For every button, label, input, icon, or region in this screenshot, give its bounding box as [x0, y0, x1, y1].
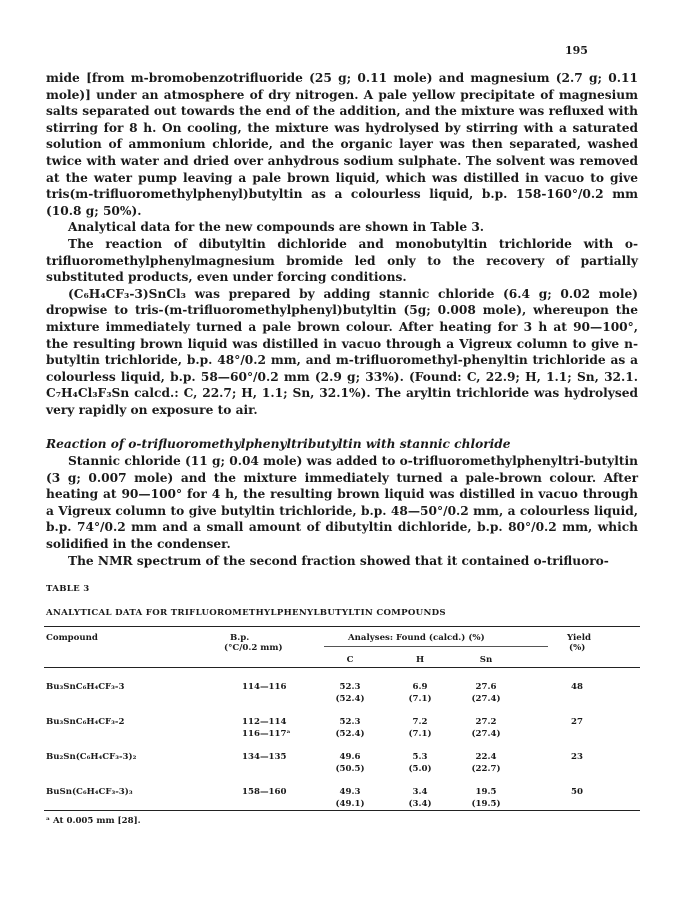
- table-row-sn: 27.6: [475, 682, 497, 692]
- table-row-yield: 23: [571, 752, 583, 762]
- table-title: ANALYTICAL DATA FOR TRIFLUOROMETHYLPHENYLBUTYLTIN COMPOUNDS: [46, 608, 446, 618]
- table-row-sn-calc: (27.4): [471, 729, 501, 739]
- table-row-c: 52.3: [339, 682, 361, 692]
- table-row-h-calc: (3.4): [408, 799, 432, 809]
- table-row-c-calc: (52.4): [335, 729, 365, 739]
- paragraph-1: mide [from m-bromobenzotrifluoride (25 g; 0.11 mole) and magnesium (2.7 g; 0.11 mole)] under an atmosphere of dry nitrogen. A pale yellow precipitate of magnesium salts separated out towards the end of the addition, and the mixture was refluxed with stirring for 8 h. On cooling, the mixture was hydrolysed by stirring with a saturated solution of ammonium chloride, and the organic layer was then separated, washed twice with water and dried over anhydrous sodium sulphate. The solvent was removed at the water pump leaving a pale brown liquid, which was distilled in vacuo to give tris(m-trifluoromethylphenyl)butyltin as a colourless liquid, b.p. 158-160°/0.2 mm (10.8 g; 50%).: [46, 71, 638, 218]
- paragraph-2: Analytical data for the new compounds are shown in Table 3.: [68, 220, 485, 235]
- header-sn: Sn: [479, 655, 493, 665]
- header-analyses: Analyses: Found (calcd.) (%): [348, 633, 485, 643]
- table-row-yield: 48: [571, 682, 583, 692]
- table-row-h-calc: (7.1): [408, 729, 432, 739]
- table-row-h: 7.2: [412, 717, 428, 727]
- table-bottom-rule: [44, 810, 640, 811]
- header-compound: Compound: [46, 633, 98, 643]
- table-row-bp: 134—135: [242, 752, 287, 762]
- table-row-sn: 19.5: [475, 787, 497, 797]
- table-top-rule: [44, 626, 640, 627]
- table-row-sn-calc: (19.5): [471, 799, 501, 809]
- header-bp: B.p.: [230, 633, 250, 643]
- table-footnote: ᵃ At 0.005 mm [28].: [46, 816, 141, 826]
- paragraph-4: (C₆H₄CF₃-3)SnCl₃ was prepared by adding stannic chloride (6.4 g; 0.02 mole) dropwise to tris-(m-trifluoromethylphenyl)butyltin (5g; 0.008 mole), whereupon the mixture immediately turned a pale brown colour. After heating for 3 h at 90—100°, the resulting brown liquid was distilled in vacuo through a Vigreux column to give n-butyltin trichloride, b.p. 48°/0.2 mm, and m-trifluoromethyl-phenyltin trichloride as a colourless liquid, b.p. 58—60°/0.2 mm (2.9 g; 33%). (Found: C, 22.9; H, 1.1; Sn, 32.1. C₇H₄Cl₃F₃Sn calcd.: C, 22.7; H, 1.1; Sn, 32.1%). The aryltin trichloride was hydrolysed very rapidly on exposure to air.: [46, 286, 638, 417]
- table-caption: TABLE 3: [46, 584, 90, 594]
- header-h: H: [415, 655, 425, 665]
- table-row-compound: Bu₃SnC₆H₄CF₃-2: [46, 717, 125, 727]
- header-yield: Yield: [567, 633, 591, 643]
- table-row-bp: 112—114: [242, 717, 287, 727]
- paragraph-6: The NMR spectrum of the second fraction showed that it contained o-trifluoro-: [68, 553, 609, 568]
- paragraph-5: Stannic chloride (11 g; 0.04 mole) was added to o-trifluoromethylphenyltri-butyltin (3 g; 0.007 mole) and the mixture immediately turned a pale-brown colour. After heating at 90—100° for 4 h, the resulting brown liquid was distilled in vacuo through a Vigreux column to give butyltin trichloride, b.p. 48—50°/0.2 mm, a colourless liquid, b.p. 74°/0.2 mm and a small amount of dibutyltin dichloride, b.p. 80°/0.2 mm, which solidified in the condenser.: [46, 454, 638, 552]
- header-yield-unit: (%): [569, 643, 586, 653]
- table-row-h: 3.4: [412, 787, 428, 797]
- table-row-yield: 50: [571, 787, 583, 797]
- table-row-c-calc: (52.4): [335, 694, 365, 704]
- table-header-rule: [44, 667, 640, 668]
- page-number: 195: [565, 44, 588, 57]
- header-bp-unit: (°C/0.2 mm): [224, 643, 283, 653]
- table-row-h: 5.3: [412, 752, 428, 762]
- table-row-yield: 27: [571, 717, 583, 727]
- table-row-bp-alt: 116—117ᵃ: [242, 729, 291, 739]
- paragraph-3: The reaction of dibutyltin dichloride and monobutyltin trichloride with o-trifluoromethylphenylmagnesium bromide led only to the recovery of partially substituted products, even under forcing conditions.: [46, 236, 638, 285]
- body-text: [46, 70, 638, 569]
- table-row-h-calc: (7.1): [408, 694, 432, 704]
- table-row-bp: 114—116: [242, 682, 287, 692]
- analyses-rule: [324, 646, 548, 647]
- table-row-c: 49.6: [339, 752, 361, 762]
- header-c: C: [346, 655, 354, 665]
- table-row-sn-calc: (22.7): [471, 764, 501, 774]
- table-row-bp: 158—160: [242, 787, 287, 797]
- table-row-compound: Bu₂Sn(C₆H₄CF₃-3)₂: [46, 752, 137, 762]
- table-row-compound: Bu₃SnC₆H₄CF₃-3: [46, 682, 125, 692]
- table-row-c-calc: (49.1): [335, 799, 365, 809]
- table-row-sn-calc: (27.4): [471, 694, 501, 704]
- table-row-h-calc: (5.0): [408, 764, 432, 774]
- section-heading: Reaction of o-trifluoromethylphenyltributyltin with stannic chloride: [46, 437, 511, 452]
- table-row-h: 6.9: [412, 682, 428, 692]
- table-row-compound: BuSn(C₆H₄CF₃-3)₃: [46, 787, 133, 797]
- table-row-c-calc: (50.5): [335, 764, 365, 774]
- table-row-sn: 27.2: [475, 717, 497, 727]
- table-row-c: 49.3: [339, 787, 361, 797]
- table-row-sn: 22.4: [475, 752, 497, 762]
- table-row-c: 52.3: [339, 717, 361, 727]
